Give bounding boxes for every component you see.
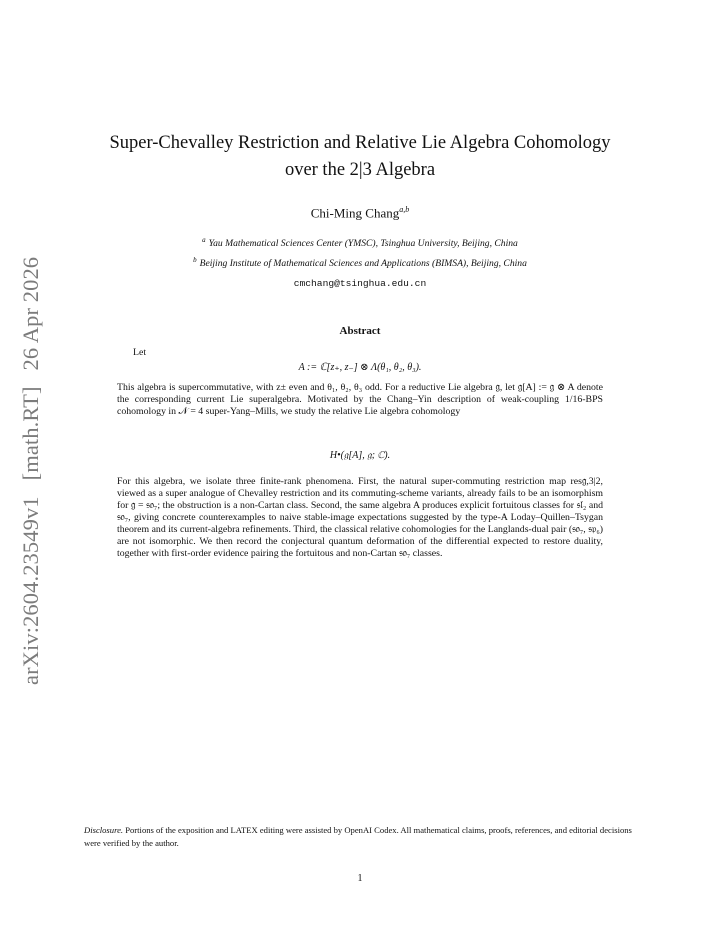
arxiv-id: arXiv:2604.23549v1 — [18, 496, 43, 685]
equation-algebra: A := ℂ[z₊, z₋] ⊗ Λ(θ₁, θ₂, θ₃). — [298, 362, 422, 373]
author-name: Chi-Ming Chang — [310, 205, 400, 221]
disclosure-footnote — [84, 824, 644, 850]
abstract-paragraph-2: For this algebra, we isolate three finite-rank phenomena. First, the natural super-commuting restriction map res𝔤,3|2, viewed as a super analogue of Chevalley restriction and its commuting-scheme variants, already fails to be an isomorphism for 𝔤 = 𝔰𝔬₇; the obstruction is a non-Cartan class. Second, the same algebra A produces explicit fortuitous classes for 𝔰𝔩₂ and 𝔰𝔬₇, giving concrete counterexamples to naive stable-image expectations suggested by the type-A Loday–Quillen–Tsygan theorem and its current-algebra refinements. Third, the classical relative cohomologies for the Langlands-dual pair (𝔰𝔬₇, 𝔰𝔭₆) are not isomorphic. We then record the conjectural quantum deformation of the differential expected to restore duality, together with first-order evidence pairing the fortuitous and non-Cartan 𝔰𝔬₇ classes. — [117, 476, 603, 559]
author-marks: a,b — [399, 205, 410, 214]
title-line-1: Super-Chevalley Restriction and Relative Lie Algebra Cohomology — [109, 133, 611, 153]
affiliation-b — [60, 256, 660, 269]
abstract-heading: Abstract — [339, 325, 381, 337]
author-email[interactable]: cmchang@tsinghua.edu.cn — [293, 278, 427, 289]
affiliation-b-text: Beijing Institute of Mathematical Sciences and Applications (BIMSA), Beijing, China — [199, 258, 527, 270]
affiliation-b-mark: b — [193, 256, 197, 264]
paper-title — [60, 130, 660, 184]
affiliation-a — [60, 236, 660, 249]
author — [60, 205, 660, 221]
affiliation-a-mark: a — [202, 236, 206, 244]
abstract-let: Let — [133, 347, 147, 358]
arxiv-sidebar-stamp — [18, 257, 44, 685]
page-number: 1 — [357, 873, 363, 884]
affiliation-a-text: Yau Mathematical Sciences Center (YMSC), Tsinghua University, Beijing, China — [208, 238, 518, 250]
arxiv-category: [math.RT] — [18, 386, 43, 481]
disclosure-label: Disclosure. — [84, 825, 124, 835]
disclosure-text: Portions of the exposition and LATEX editing were assisted by OpenAI Codex. All mathematical claims, proofs, references, and editorial decisions were verified by the author. — [84, 825, 632, 848]
arxiv-date: 26 Apr 2026 — [18, 256, 43, 371]
title-line-2: over the 2|3 Algebra — [284, 160, 436, 180]
abstract-paragraph-1: This algebra is supercommutative, with z± even and θ₁, θ₂, θ₃ odd. For a reductive Lie algebra 𝔤, let 𝔤[A] := 𝔤 ⊗ A denote the corresponding current Lie superalgebra. Motivated by the Chang–Yin description of weak-coupling 1/16-BPS cohomology in 𝒩 = 4 super-Yang–Mills, we study the relative Lie algebra cohomology — [117, 382, 603, 417]
equation-cohomology: H•(𝔤[A], 𝔤; ℂ). — [329, 450, 391, 461]
